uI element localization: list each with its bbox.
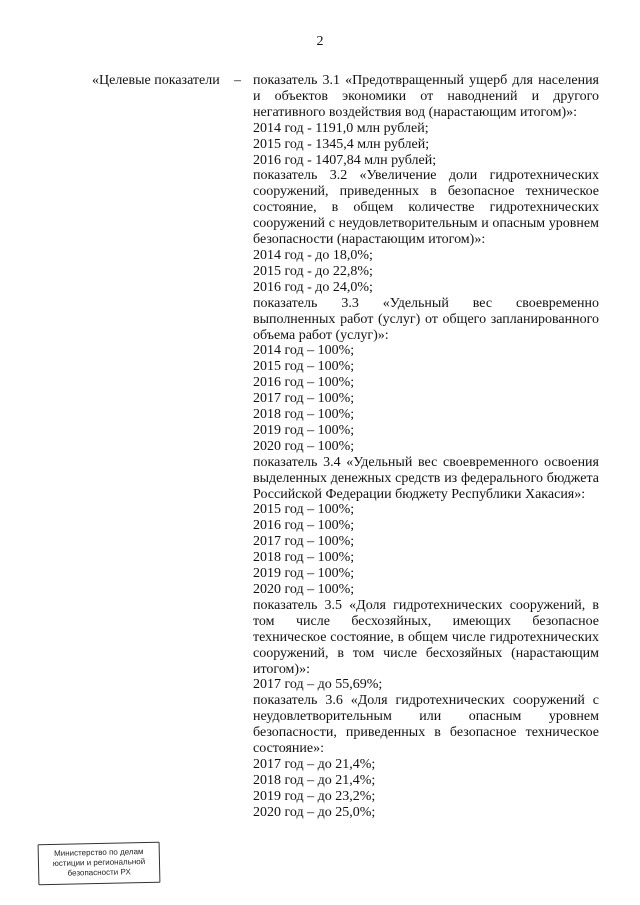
indicator-value: 2016 год – 100%; [253,518,355,534]
indicator-text: показатель 3.6 «Доля гидротехнических сооружений с неудовлетворительным или опасным уровнем безопасности, приведенных в безопасное техническое состояние»: [253,693,599,757]
stamp-line: юстиции и региональной [52,857,146,868]
indicator-value: 2015 год - до 22,8%; [253,263,373,279]
indicator-value: 2018 год – до 21,4%; [253,772,376,788]
dash-separator: – [234,73,241,88]
indicator-value: 2019 год – до 23,2%; [253,788,376,804]
indicator-value: 2016 год – 100%; [253,375,355,391]
section-label: «Целевые показатели [92,73,220,88]
indicator-value: 2014 год - 1191,0 млн рублей; [253,120,429,136]
indicator-text: показатель 3.5 «Доля гидротехнических сооружений, в том числе бесхозяйных, имеющих безопасное техническое состояние, в общем числе гидротехнических сооружений, в том числе бесхозяйных (нарастающим итогом)»: [253,597,599,677]
indicator-value: 2019 год – 100%; [253,422,355,438]
indicator-value: 2020 год – 100%; [253,582,355,597]
indicator-value: 2015 год - 1345,4 млн рублей; [253,136,430,152]
indicator-value: 2018 год – 100%; [253,550,355,566]
indicator-value: 2019 год – 100%; [253,566,355,582]
indicator-value: 2018 год – 100%; [253,407,355,423]
indicator-value: 2020 год – до 25,0%; [253,804,376,820]
indicator-value: 2014 год - до 18,0%; [253,247,373,263]
indicator-value: 2017 год – 100%; [253,391,355,407]
indicator-value: 2016 год - 1407,84 млн рублей; [253,152,437,168]
indicator-text: показатель 3.4 «Удельный вес своевременного освоения выделенных денежных средств из федерального бюджета Российской Федерации бюджету Республики Хакасия»: [253,454,599,502]
indicator-value: 2017 год – до 21,4%; [253,756,376,772]
indicator-value: 2017 год – до 55,69%; [253,677,383,693]
indicator-value: 2015 год – 100%; [253,502,355,518]
indicator-value: 2017 год – 100%; [253,534,355,550]
page-number: 2 [316,34,324,49]
indicator-text: показатель 3.3 «Удельный вес своевременно выполненных работ (услуг) от общего запланированного объема работ (услуг)»: [253,295,599,343]
indicator-value: 2014 год – 100%; [253,343,355,359]
indicator-text: показатель 3.2 «Увеличение доли гидротехнических сооружений, приведенных в безопасное техническое состояние, в общем количестве гидротехнических сооружений с неудовлетворительным и опасным уровнем безопасности (нарастающим итогом)»: [253,168,599,248]
indicators-content [253,73,599,821]
indicator-value: 2020 год – 100%; [253,438,355,454]
indicator-value: 2016 год - до 24,0%; [253,279,373,295]
indicator-text: показатель 3.1 «Предотвращенный ущерб для населения и объектов экономики от наводнений и другого негативного воздействия вод (нарастающим итогом)»: [253,73,599,120]
stamp-line: Министерство по делам [53,847,144,858]
indicator-value: 2015 год – 100%; [253,359,355,375]
ministry-stamp [38,842,161,886]
stamp-line: безопасности РХ [67,867,131,878]
